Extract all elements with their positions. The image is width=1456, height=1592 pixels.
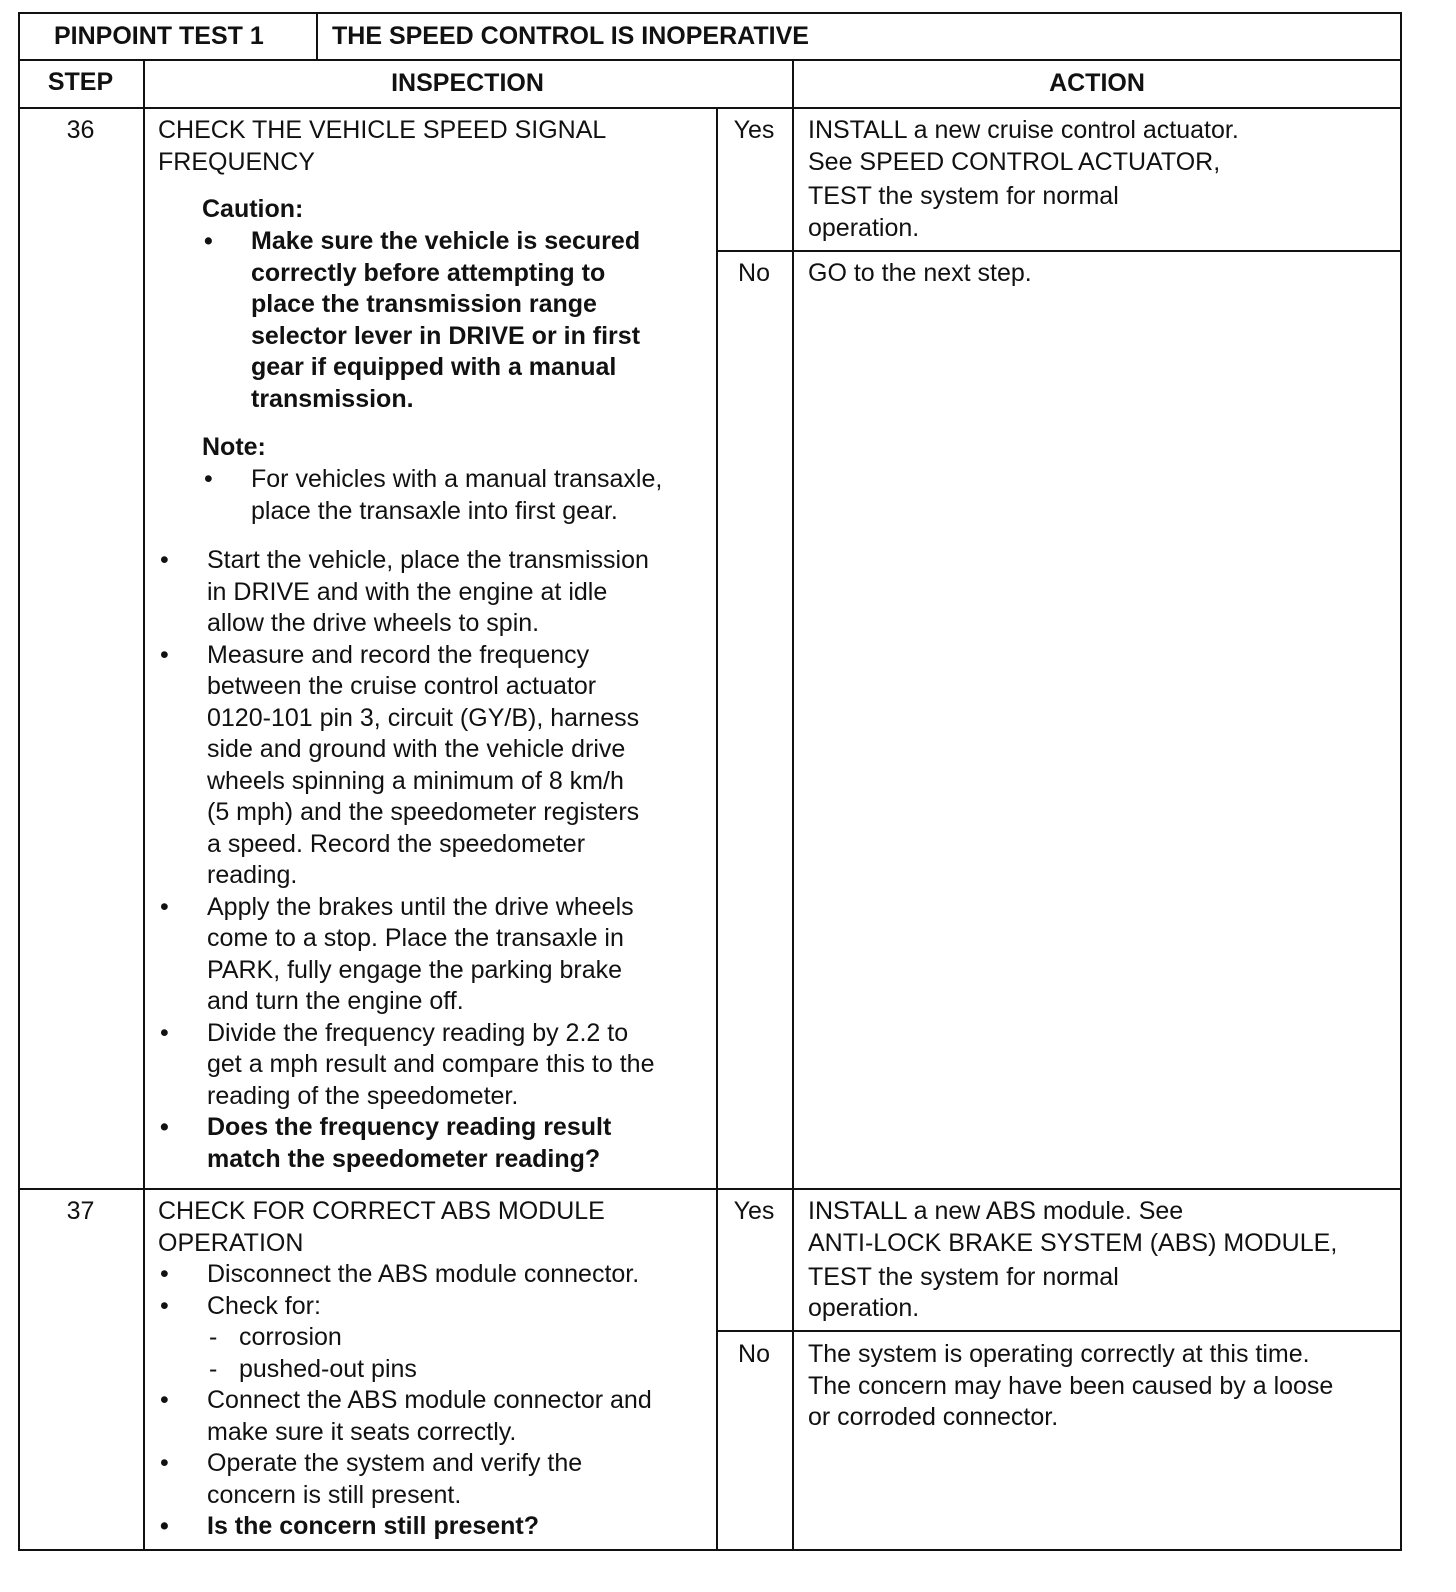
action-line: INSTALL a new ABS module. See bbox=[808, 1197, 1184, 1225]
procedure-line: make sure it seats correctly. bbox=[207, 1417, 517, 1446]
procedure-item bbox=[158, 1385, 652, 1448]
step-number: 37 bbox=[66, 1197, 95, 1225]
caution-label: Caution: bbox=[202, 195, 304, 223]
procedure-item bbox=[158, 640, 654, 892]
answer-column-rule bbox=[716, 107, 718, 1551]
caution-line: gear if equipped with a manual bbox=[251, 353, 617, 381]
procedure-line: between the cruise control actuator bbox=[207, 672, 597, 700]
question-line: • Is the concern still present? bbox=[207, 1512, 540, 1540]
frame-bottom bbox=[18, 1549, 1402, 1551]
note-line: place the transaxle into first gear. bbox=[251, 496, 618, 525]
question-item bbox=[158, 1511, 652, 1543]
header-rule bbox=[18, 107, 1402, 109]
procedure-line: in DRIVE and with the engine at idle bbox=[207, 577, 608, 606]
procedure-line: • Check for: bbox=[207, 1291, 321, 1320]
procedure-item bbox=[158, 1291, 652, 1386]
step-36-inspection bbox=[158, 115, 606, 178]
question-line: match the speedometer reading? bbox=[207, 1144, 601, 1173]
procedure-item bbox=[158, 545, 654, 640]
question-line: • Does the frequency reading result bbox=[207, 1113, 612, 1141]
caution-line: transmission. bbox=[251, 384, 414, 413]
action-line: ANTI-LOCK BRAKE SYSTEM (ABS) MODULE, bbox=[808, 1228, 1338, 1257]
procedure-line: wheels spinning a minimum of 8 km/h bbox=[207, 766, 624, 795]
yes-label: Yes bbox=[733, 116, 775, 144]
frame-right bbox=[1400, 12, 1402, 1551]
action-line: TEST the system for normal bbox=[808, 182, 1119, 210]
title-rule bbox=[18, 59, 1402, 61]
yes-label: Yes bbox=[733, 1197, 775, 1225]
procedure-line: • Measure and record the frequency bbox=[207, 640, 590, 669]
note-line: • For vehicles with a manual transaxle, bbox=[251, 465, 663, 493]
procedure-item bbox=[158, 1259, 652, 1291]
caution-block bbox=[202, 226, 640, 415]
action-line: TEST the system for normal bbox=[808, 1263, 1119, 1291]
no-action bbox=[808, 258, 1032, 290]
check-item: - pushed-out pins bbox=[207, 1354, 652, 1386]
inspection-column-header: INSPECTION bbox=[391, 69, 544, 97]
step-heading-line: FREQUENCY bbox=[158, 147, 315, 176]
procedure-item bbox=[158, 1018, 654, 1113]
procedure-line: reading of the speedometer. bbox=[207, 1081, 519, 1110]
procedure-item bbox=[158, 1448, 652, 1511]
note-block bbox=[202, 464, 662, 527]
action-line: operation. bbox=[808, 1293, 920, 1322]
frame-top bbox=[18, 12, 1402, 14]
note-label: Note: bbox=[202, 433, 266, 461]
action-line: The concern may have been caused by a loose bbox=[808, 1371, 1334, 1400]
action-column-rule bbox=[792, 59, 794, 1551]
caution-line: • Make sure the vehicle is secured bbox=[251, 227, 641, 255]
procedure-line: • Start the vehicle, place the transmission bbox=[207, 546, 649, 574]
yes-action bbox=[808, 1196, 1337, 1322]
caution-line: correctly before attempting to bbox=[251, 258, 606, 287]
test-label: PINPOINT TEST 1 bbox=[54, 22, 264, 50]
procedure-line: • Divide the frequency reading by 2.2 to bbox=[207, 1018, 629, 1047]
no-label: No bbox=[738, 1340, 770, 1368]
procedure-line: • Connect the ABS module connector and bbox=[207, 1386, 652, 1414]
procedure-line: and turn the engine off. bbox=[207, 987, 464, 1015]
step-heading-line: CHECK THE VEHICLE SPEED SIGNAL bbox=[158, 116, 607, 144]
title-divider bbox=[316, 12, 318, 60]
step-column-rule bbox=[143, 59, 145, 1551]
caution-line: selector lever in DRIVE or in first bbox=[251, 321, 641, 350]
procedure-line: • Apply the brakes until the drive wheels bbox=[207, 892, 634, 921]
caution-line: place the transmission range bbox=[251, 290, 597, 318]
question-item bbox=[158, 1112, 654, 1175]
action-column-header: ACTION bbox=[1049, 69, 1145, 97]
procedure-line: allow the drive wheels to spin. bbox=[207, 609, 540, 637]
test-title: THE SPEED CONTROL IS INOPERATIVE bbox=[332, 22, 809, 50]
yes-action bbox=[808, 115, 1239, 244]
procedure-line: (5 mph) and the speedometer registers bbox=[207, 798, 640, 826]
procedure-line: side and ground with the vehicle drive bbox=[207, 735, 626, 763]
procedure-line: • Disconnect the ABS module connector. bbox=[207, 1260, 640, 1288]
action-line: operation. bbox=[808, 213, 920, 242]
no-label: No bbox=[738, 259, 770, 287]
procedure-line: a speed. Record the speedometer bbox=[207, 829, 586, 858]
action-line: The system is operating correctly at this time. bbox=[808, 1340, 1310, 1368]
frame-left bbox=[18, 12, 20, 1551]
no-action bbox=[808, 1339, 1333, 1434]
step-number: 36 bbox=[66, 116, 95, 144]
step-divider bbox=[18, 1188, 1402, 1190]
yes-no-divider-37 bbox=[716, 1330, 1402, 1332]
step-heading-line: OPERATION bbox=[158, 1228, 304, 1257]
action-line: See SPEED CONTROL ACTUATOR, bbox=[808, 147, 1221, 176]
step-37-inspection bbox=[158, 1196, 652, 1543]
step-heading-line: CHECK FOR CORRECT ABS MODULE bbox=[158, 1197, 605, 1225]
procedure-line: concern is still present. bbox=[207, 1480, 462, 1509]
procedure-line: 0120-101 pin 3, circuit (GY/B), harness bbox=[207, 703, 640, 732]
pinpoint-test-table bbox=[18, 12, 1423, 1577]
procedure-line: reading. bbox=[207, 861, 298, 889]
action-line: INSTALL a new cruise control actuator. bbox=[808, 116, 1239, 144]
procedure-line: • Operate the system and verify the bbox=[207, 1449, 583, 1477]
procedure-line: come to a stop. Place the transaxle in bbox=[207, 924, 624, 952]
note-item bbox=[202, 464, 662, 527]
procedure-line: get a mph result and compare this to the bbox=[207, 1050, 655, 1078]
caution-item bbox=[202, 226, 640, 415]
procedure-item bbox=[158, 892, 654, 1018]
yes-no-divider-36 bbox=[716, 250, 1402, 252]
action-line: GO to the next step. bbox=[808, 259, 1032, 287]
step-column-header: STEP bbox=[47, 68, 114, 96]
procedure-list bbox=[158, 545, 654, 1175]
check-item: - corrosion bbox=[207, 1322, 652, 1354]
action-line: or corroded connector. bbox=[808, 1403, 1059, 1431]
procedure-line: PARK, fully engage the parking brake bbox=[207, 955, 623, 984]
